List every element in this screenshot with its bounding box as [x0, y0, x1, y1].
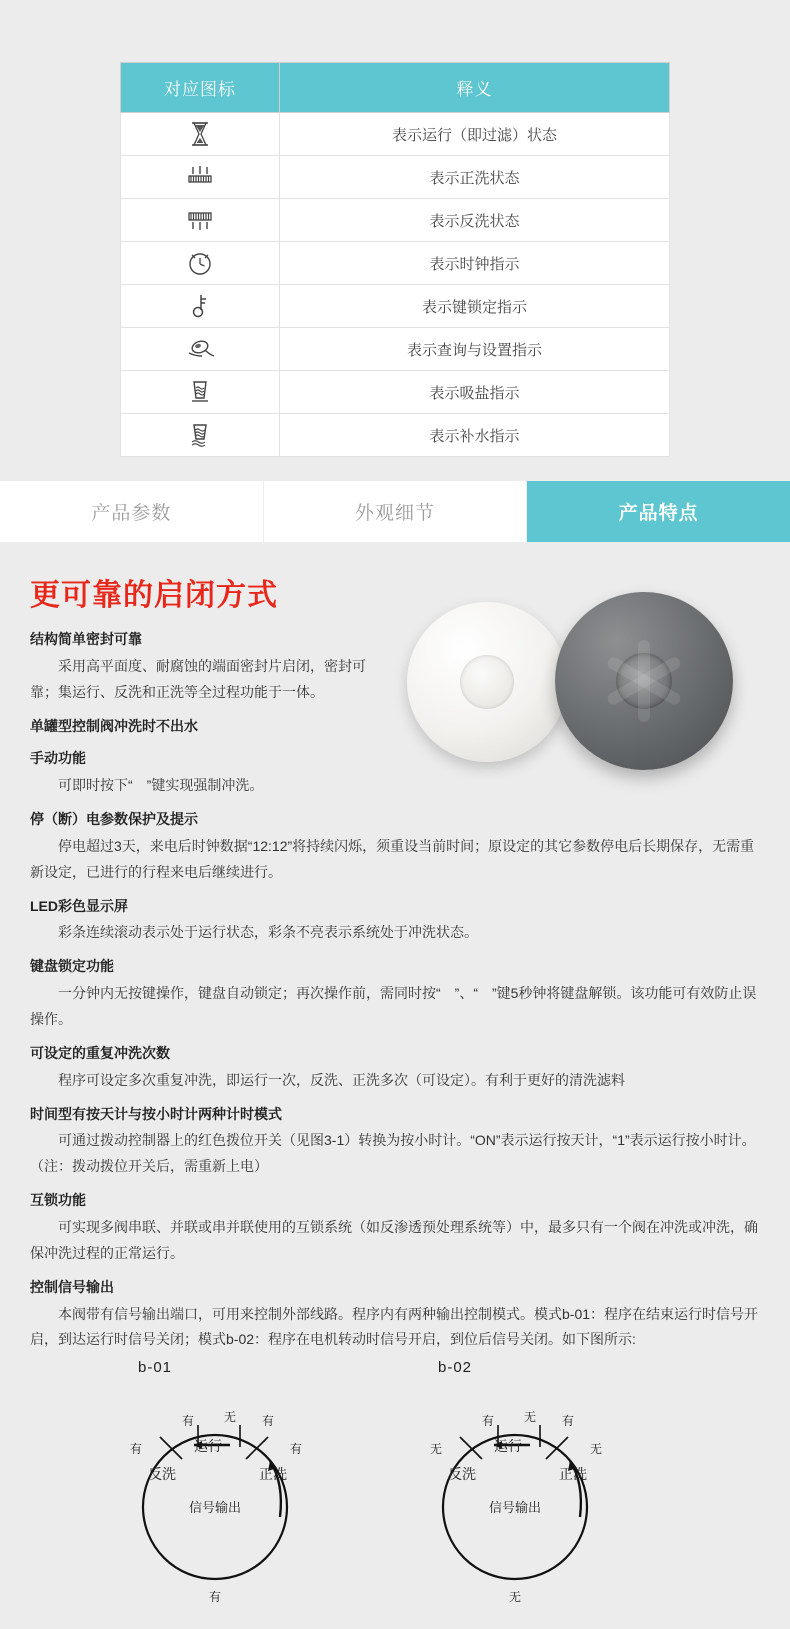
diagram-node-run: 运行 [194, 1438, 222, 1455]
diagram-node-forwardwash: 正洗 [259, 1466, 287, 1483]
icon-legend-table [120, 62, 670, 457]
key-lock-icon-svg [189, 292, 211, 320]
refill-icon-svg [187, 421, 213, 449]
mark-bottom: 无 [508, 1590, 522, 1605]
features-content [0, 542, 790, 1629]
section-text-repeat-wash: 程序可设定多次重复冲洗，即运行一次，反洗、正洗多次（可设定）。有利于更好的清洗滤料 [58, 1071, 625, 1088]
section-heading-signal-output: 控制信号输出 [30, 1278, 114, 1295]
grey-seal-disc [555, 592, 733, 770]
section-text-structure: 采用高平面度、耐腐蚀的端面密封片启闭，密封可靠；集运行、反洗和正洗等全过程功能于一体。 [30, 657, 366, 700]
hourglass-icon-svg [189, 121, 211, 147]
mark: 有 [561, 1414, 575, 1429]
diagram-node-forwardwash: 正洗 [559, 1466, 587, 1483]
row-description: 表示正洗状态 [280, 156, 670, 199]
mark: 有 [129, 1442, 143, 1457]
table-row [121, 285, 670, 328]
signal-output-diagrams [30, 1359, 768, 1619]
row-description: 表示吸盐指示 [280, 371, 670, 414]
table-row [121, 113, 670, 156]
mark: 有 [181, 1414, 195, 1429]
icon-legend-section [0, 0, 790, 457]
table-row [121, 414, 670, 457]
diagram-center-label: 信号输出 [188, 1500, 242, 1516]
back-wash-icon-svg [185, 208, 215, 232]
header-icon-column: 对应图标 [121, 63, 280, 113]
section-heading-single-tank: 单罐型控制阀冲洗时不出水 [30, 717, 198, 734]
row-description: 表示键锁定指示 [280, 285, 670, 328]
section-heading-manual: 手动功能 [30, 750, 86, 767]
section-heading-repeat-wash: 可设定的重复冲洗次数 [30, 1044, 170, 1061]
table-row [121, 156, 670, 199]
section-heading-keypad-lock: 键盘锁定功能 [30, 958, 114, 975]
diagram-label: b-01 [138, 1359, 173, 1377]
row-description: 表示运行（即过滤）状态 [280, 113, 670, 156]
white-seal-disc [407, 602, 567, 762]
section-text-led-display: 彩条连续滚动表示处于运行状态，彩条不亮表示系统处于冲洗状态。 [58, 924, 478, 941]
row-description: 表示补水指示 [280, 414, 670, 457]
table-row [121, 371, 670, 414]
mark: 无 [589, 1442, 603, 1457]
clock-icon [121, 242, 280, 285]
row-description: 表示反洗状态 [280, 199, 670, 242]
header-desc-column: 释义 [280, 63, 670, 113]
mark: 无 [523, 1410, 537, 1425]
mark-bottom: 有 [208, 1590, 222, 1605]
mark: 无 [429, 1442, 443, 1457]
forward-wash-icon-svg [185, 165, 215, 189]
diagram-center-label: 信号输出 [488, 1500, 542, 1516]
key-lock-icon [121, 285, 280, 328]
tab-appearance-details[interactable]: 外观细节 [263, 481, 527, 542]
diagram-b-02-svg [390, 1367, 700, 1607]
table-row [121, 242, 670, 285]
back-wash-icon [121, 199, 280, 242]
section-text-interlock: 可实现多阀串联、并联或串并联使用的互锁系统（如反渗透预处理系统等）中，最多只有一个阀在冲洗或冲洗，确保冲洗过程的正常运行。 [30, 1218, 758, 1261]
query-setting-icon [121, 328, 280, 371]
diagram-node-backwash: 反洗 [148, 1466, 176, 1483]
table-row [121, 328, 670, 371]
brine-draw-icon [121, 371, 280, 414]
hourglass-icon [121, 113, 280, 156]
diagram-b-01-svg [90, 1367, 400, 1607]
brine-draw-icon-svg [187, 378, 213, 406]
query-setting-icon-svg [183, 336, 217, 362]
section-text-power-protect: 停电超过3天，来电后时钟数据“12:12”将持续闪烁，须重设当前时间；原设定的其它参数停电后长期保存，无需重新设定，已进行的行程来电后继续进行。 [30, 837, 755, 880]
section-text-manual: 可即时按下“ ”键实现强制冲洗。 [58, 777, 264, 794]
table-header-row [121, 63, 670, 113]
diagram-label: b-02 [438, 1359, 473, 1377]
row-description: 表示时钟指示 [280, 242, 670, 285]
mark: 有 [261, 1414, 275, 1429]
diagram-node-run: 运行 [494, 1438, 522, 1455]
section-heading-structure: 结构简单密封可靠 [30, 631, 142, 647]
section-text-keypad-lock: 一分钟内无按键操作，键盘自动锁定；再次操作前，需同时按“ ”、“ ”键5秒钟将键盘解锁。该功能可有效防止误操作。 [30, 985, 757, 1028]
clock-icon-svg [186, 249, 214, 277]
section-heading-led-display: LED彩色显示屏 [30, 897, 128, 914]
diagram-b-02 [390, 1359, 700, 1609]
page-title: 更可靠的启闭方式 [30, 579, 278, 612]
mark: 有 [481, 1414, 495, 1429]
table-row [121, 199, 670, 242]
section-text-timing-modes: 可通过拨动控制器上的红色拨位开关（见图3-1）转换为按小时计。“ON”表示运行按天计，“1”表示运行按小时计。（注：拨动拨位开关后，需重新上电） [30, 1132, 756, 1175]
product-photo [405, 586, 760, 781]
section-tabs[interactable] [0, 481, 790, 542]
section-text-signal-output: 本阀带有信号输出端口，可用来控制外部线路。程序内有两种输出控制模式。模式b-01：程序在结束运行时信号开启，到达运行时信号关闭；模式b-02：程序在电机转动时信号开启，到位后信号关闭。如下图所示: [30, 1305, 759, 1348]
section-heading-power-protect: 停（断）电参数保护及提示 [30, 811, 198, 828]
diagram-node-backwash: 反洗 [448, 1466, 476, 1483]
diagram-b-01 [90, 1359, 400, 1609]
row-description: 表示查询与设置指示 [280, 328, 670, 371]
refill-icon [121, 414, 280, 457]
mark: 有 [289, 1442, 303, 1457]
forward-wash-icon [121, 156, 280, 199]
section-heading-interlock: 互锁功能 [30, 1192, 86, 1209]
mark: 无 [223, 1410, 237, 1425]
tab-product-parameters[interactable]: 产品参数 [0, 481, 263, 542]
tab-product-features[interactable]: 产品特点 [526, 481, 790, 542]
section-heading-timing-modes: 时间型有按天计与按小时计两种计时模式 [30, 1105, 282, 1122]
